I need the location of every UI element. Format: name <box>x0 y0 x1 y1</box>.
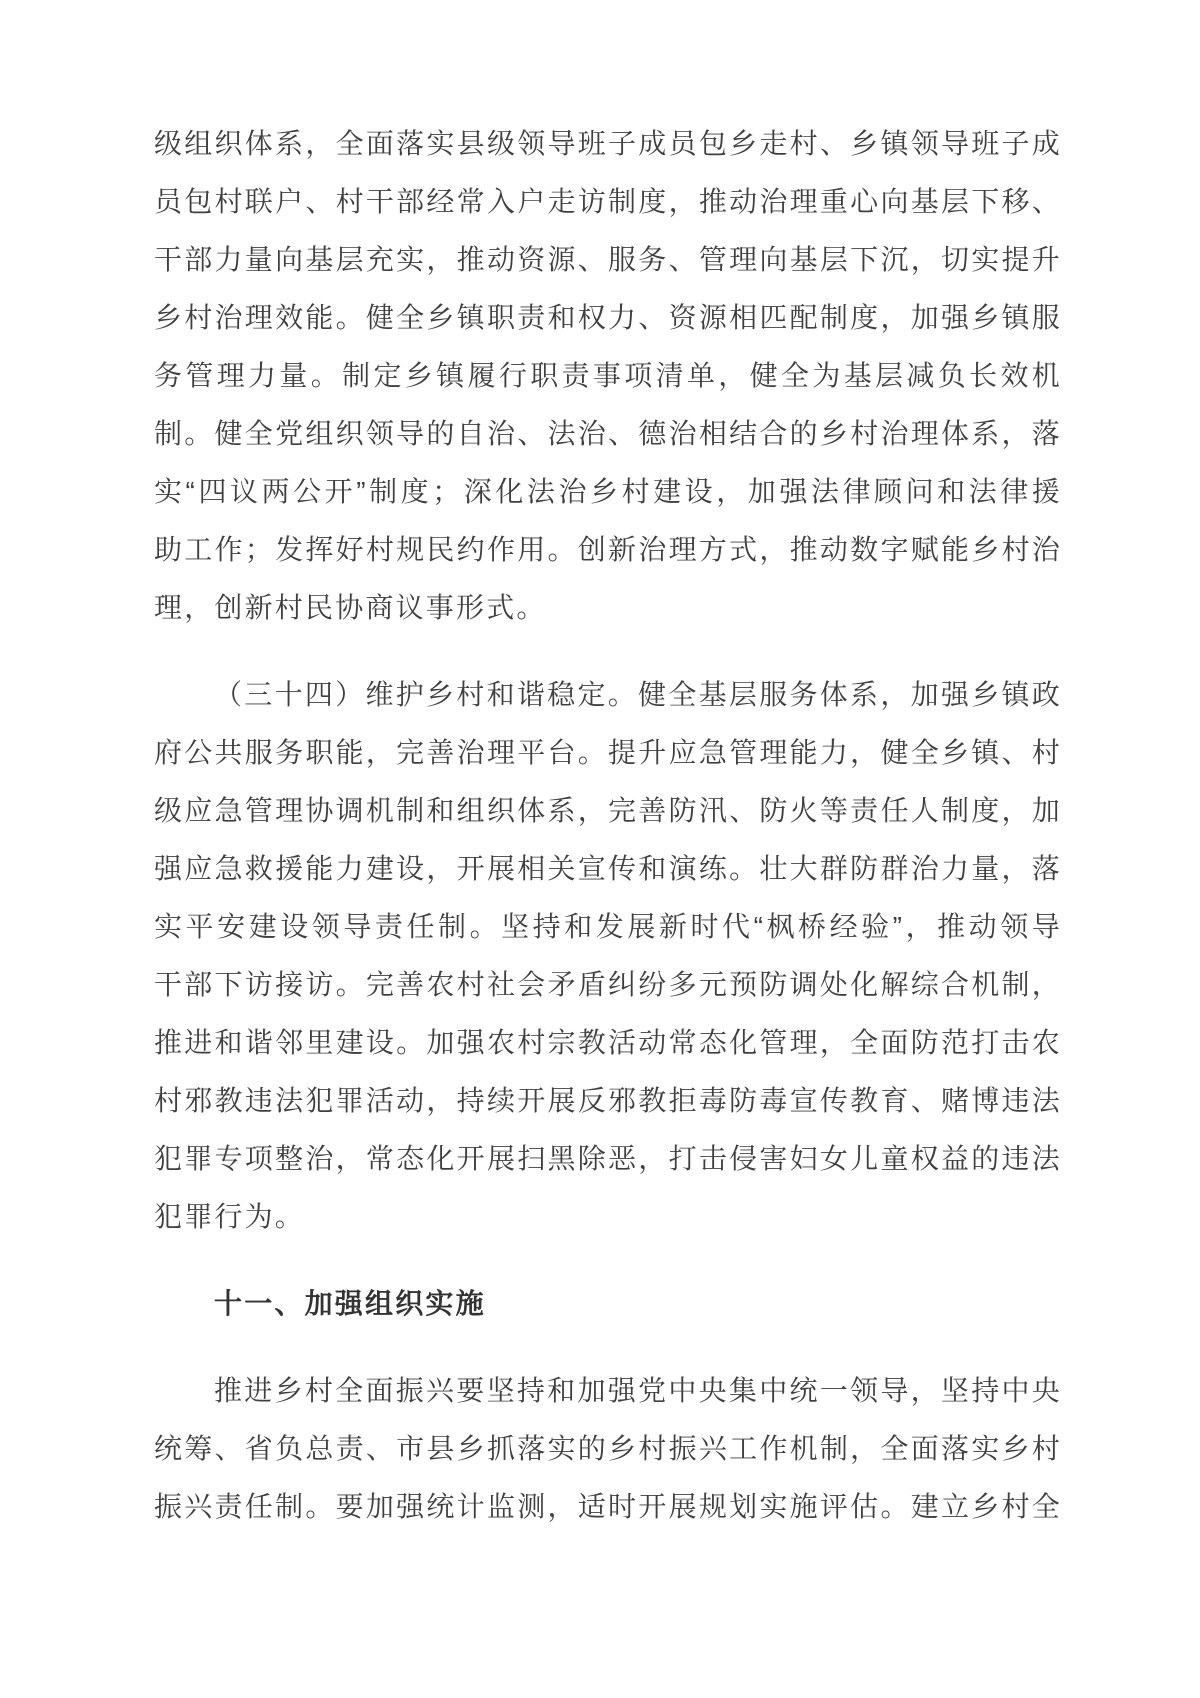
text-line: 理，创新村民协商议事形式。 <box>154 592 547 623</box>
text-line: 振兴责任制。要加强统计监测，适时开展规划实施评估。建立乡村全 <box>154 1491 1062 1522</box>
text-line: 实平安建设领导责任制。坚持和发展新时代“枫桥经验”，推动领导 <box>154 911 1062 942</box>
document-content <box>154 115 1062 1565</box>
text-line: 乡村治理效能。健全乡镇职责和权力、资源相匹配制度，加强乡镇服 <box>154 302 1062 333</box>
text-line: 府公共服务职能，完善治理平台。提升应急管理能力，健全乡镇、村 <box>154 737 1062 768</box>
section-heading <box>154 1275 1062 1333</box>
text-line: 推进乡村全面振兴要坚持和加强党中央集中统一领导，坚持中央 <box>214 1375 1062 1406</box>
text-line: 推进和谐邻里建设。加强农村宗教活动常态化管理，全面防范打击农 <box>154 1027 1062 1058</box>
text-line: 制。健全党组织领导的自治、法治、德治相结合的乡村治理体系，落 <box>154 418 1062 449</box>
text-line: 级组织体系，全面落实县级领导班子成员包乡走村、乡镇领导班子成 <box>154 128 1062 159</box>
text-line: 犯罪专项整治，常态化开展扫黑除恶，打击侵害妇女儿童权益的违法 <box>154 1143 1062 1174</box>
body-paragraph <box>154 666 1062 1246</box>
text-line: 实“四议两公开”制度；深化法治乡村建设，加强法律顾问和法律援 <box>154 476 1062 507</box>
text-line: 犯罪行为。 <box>154 1201 306 1232</box>
text-line: 级应急管理协调机制和组织体系，完善防汛、防火等责任人制度，加 <box>154 795 1062 826</box>
text-line: 干部力量向基层充实，推动资源、服务、管理向基层下沉，切实提升 <box>154 244 1062 275</box>
text-line: 务管理力量。制定乡镇履行职责事项清单，健全为基层减负长效机 <box>154 360 1062 391</box>
text-line: 村邪教违法犯罪活动，持续开展反邪教拒毒防毒宣传教育、赌博违法 <box>154 1085 1062 1116</box>
text-line: 助工作；发挥好村规民约作用。创新治理方式，推动数字赋能乡村治 <box>154 534 1062 565</box>
text-line: （三十四）维护乡村和谐稳定。健全基层服务体系，加强乡镇政 <box>214 679 1062 710</box>
text-line: 统筹、省负总责、市县乡抓落实的乡村振兴工作机制，全面落实乡村 <box>154 1433 1062 1464</box>
text-line: 干部下访接访。完善农村社会矛盾纠纷多元预防调处化解综合机制， <box>154 969 1062 1000</box>
body-paragraph <box>154 115 1062 637</box>
text-line: 员包村联户、村干部经常入户走访制度，推动治理重心向基层下移、 <box>154 186 1062 217</box>
text-line: 强应急救援能力建设，开展相关宣传和演练。壮大群防群治力量，落 <box>154 853 1062 884</box>
body-paragraph <box>154 1362 1062 1536</box>
text-line: 十一、加强组织实施 <box>214 1288 486 1319</box>
